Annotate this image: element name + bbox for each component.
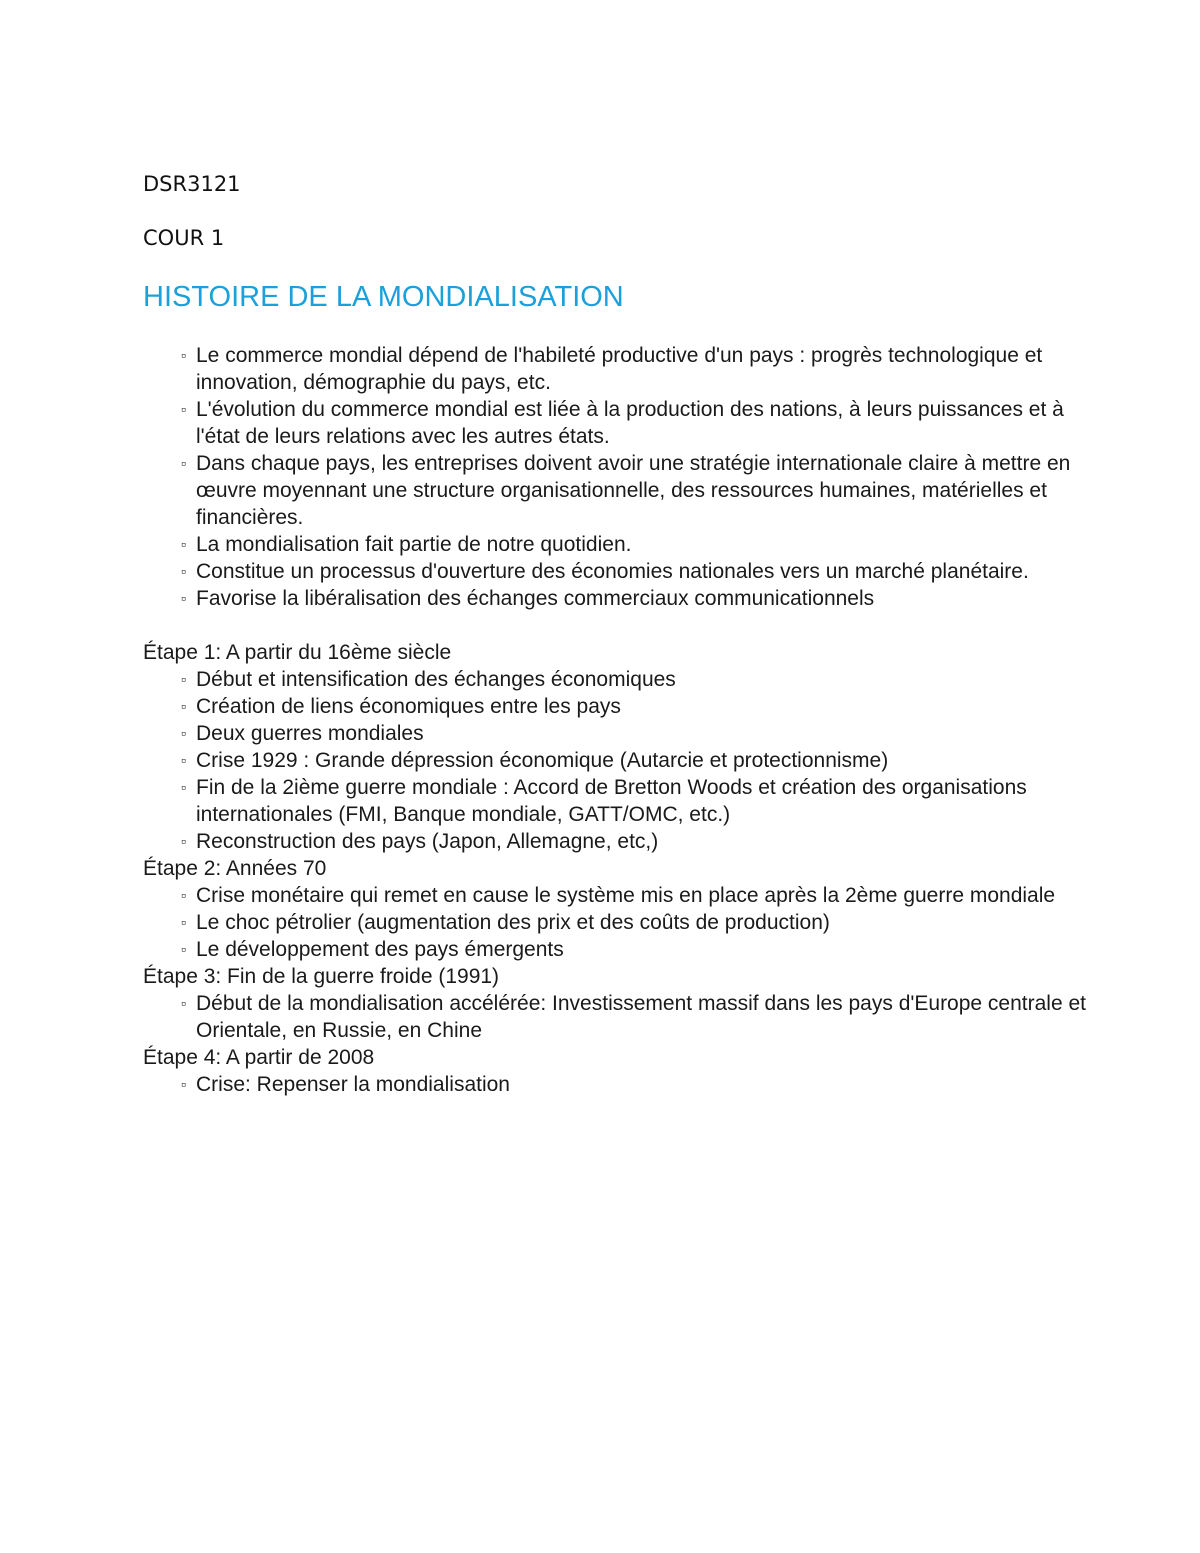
step-1-title: Étape 1: A partir du 16ème siècle (143, 641, 452, 664)
list-item (143, 585, 1093, 612)
list-item (143, 882, 1093, 909)
list-item-text: Crise 1929 : Grande dépression économique (Autarcie et protectionnisme) (196, 749, 889, 772)
course-code: DSR3121 (143, 172, 241, 196)
bullet-icon: ▫ (181, 1076, 186, 1092)
list-item (143, 666, 1093, 693)
bullet-icon: ▫ (181, 995, 186, 1011)
spacer (143, 612, 1093, 639)
step-2-bullet-list (143, 882, 1093, 963)
list-item-text: Fin de la 2ième guerre mondiale : Accord de Bretton Woods et création des organisations internationales (FMI, Banque mondiale, GATT/OMC, etc.) (196, 776, 1027, 826)
list-item-text: Le commerce mondial dépend de l'habileté productive d'un pays : progrès technologique et innovation, démographie du pays, etc. (196, 344, 1043, 394)
step-4-title: Étape 4: A partir de 2008 (143, 1046, 375, 1069)
list-item (143, 747, 1093, 774)
list-item (143, 828, 1093, 855)
bullet-icon: ▫ (181, 698, 186, 714)
list-item (143, 396, 1093, 450)
bullet-icon: ▫ (181, 536, 186, 552)
list-item-text: Dans chaque pays, les entreprises doivent avoir une stratégie internationale claire à mettre en œuvre moyennant une structure organisationnelle, des ressources humaines, matérielles et financières. (196, 452, 1071, 529)
list-item-text: Début de la mondialisation accélérée: Investissement massif dans les pays d'Europe centrale et Orientale, en Russie, en Chine (196, 992, 1086, 1042)
bullet-icon: ▫ (181, 752, 186, 768)
list-item-text: Deux guerres mondiales (196, 722, 424, 745)
list-item-text: La mondialisation fait partie de notre quotidien. (196, 533, 632, 556)
bullet-icon: ▫ (181, 941, 186, 957)
list-item (143, 990, 1093, 1044)
list-item (143, 909, 1093, 936)
step-1-bullet-list (143, 666, 1093, 855)
bullet-icon: ▫ (181, 671, 186, 687)
list-item (143, 774, 1093, 828)
bullet-icon: ▫ (181, 725, 186, 741)
bullet-icon: ▫ (181, 401, 186, 417)
bullet-icon: ▫ (181, 779, 186, 795)
list-item (143, 342, 1093, 396)
list-item-text: Crise monétaire qui remet en cause le système mis en place après la 2ème guerre mondiale (196, 884, 1056, 907)
step-3-bullet-list (143, 990, 1093, 1044)
bullet-icon: ▫ (181, 455, 186, 471)
list-item-text: Début et intensification des échanges économiques (196, 668, 676, 691)
bullet-icon: ▫ (181, 887, 186, 903)
list-item-text: Le développement des pays émergents (196, 938, 564, 961)
document-body (143, 342, 1093, 1098)
intro-bullet-list (143, 342, 1093, 612)
list-item-text: Reconstruction des pays (Japon, Allemagne, etc,) (196, 830, 659, 853)
main-heading: HISTOIRE DE LA MONDIALISATION (143, 281, 624, 313)
list-item (143, 936, 1093, 963)
list-item-text: Création de liens économiques entre les pays (196, 695, 621, 718)
step-2-title: Étape 2: Années 70 (143, 857, 327, 880)
list-item (143, 531, 1093, 558)
list-item-text: Crise: Repenser la mondialisation (196, 1073, 510, 1096)
step-3-title: Étape 3: Fin de la guerre froide (1991) (143, 965, 500, 988)
list-item (143, 693, 1093, 720)
list-item (143, 1071, 1093, 1098)
bullet-icon: ▫ (181, 563, 186, 579)
list-item-text: Le choc pétrolier (augmentation des prix et des coûts de production) (196, 911, 830, 934)
bullet-icon: ▫ (181, 914, 186, 930)
step-4-bullet-list (143, 1071, 1093, 1098)
bullet-icon: ▫ (181, 833, 186, 849)
bullet-icon: ▫ (181, 347, 186, 363)
list-item (143, 720, 1093, 747)
list-item-text: L'évolution du commerce mondial est liée à la production des nations, à leurs puissances et à l'état de leurs relations avec les autres états. (196, 398, 1064, 448)
list-item-text: Constitue un processus d'ouverture des économies nationales vers un marché planétaire. (196, 560, 1029, 583)
list-item (143, 558, 1093, 585)
bullet-icon: ▫ (181, 590, 186, 606)
course-number: COUR 1 (143, 226, 225, 250)
list-item (143, 450, 1093, 531)
list-item-text: Favorise la libéralisation des échanges commerciaux communicationnels (196, 587, 875, 610)
